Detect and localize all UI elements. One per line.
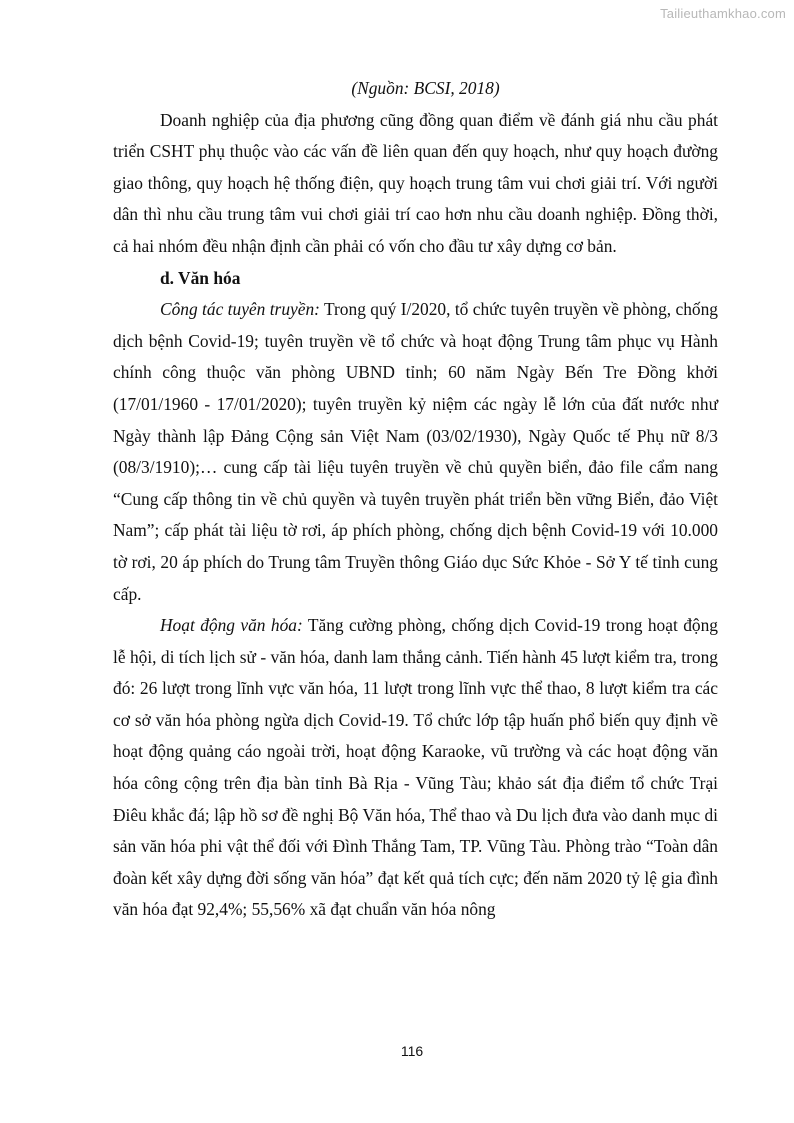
propaganda-text: Trong quý I/2020, tổ chức tuyên truyền về phòng, chống dịch bệnh Covid-19; tuyên truyền về tổ chức và hoạt động Trung tâm phục vụ Hành chính công thuộc văn phòng UBND tỉnh; 60 năm Ngày Bến Tre Đồng khởi (17/01/1960 - 17/01/2020); tuyên truyền kỷ niệm các ngày lễ lớn của đất nước như Ngày thành lập Đảng Cộng sản Việt Nam (03/02/1930), Ngày Quốc tế Phụ nữ 8/3 (08/3/1910);… cung cấp tài liệu tuyên truyền về chủ quyền biển, đảo file cẩm nang “Cung cấp thông tin về chủ quyền và tuyên truyền phát triển bền vững Biển, đảo Việt Nam”; cấp phát tài liệu tờ rơi, áp phích phòng, chống dịch bệnh Covid-19 với 10.000 tờ rơi, 20 áp phích do Trung tâm Truyền thông Giáo dục Sức Khỏe - Sở Y tế tỉnh cung cấp. — [113, 299, 718, 604]
paragraph-propaganda — [113, 294, 718, 610]
cultural-activities-lead-in: Hoạt động văn hóa: — [160, 615, 303, 636]
paragraph-infrastructure-needs: Doanh nghiệp của địa phương cũng đồng quan điểm về đánh giá nhu cầu phát triển CSHT phụ thuộc vào các vấn đề liên quan đến quy hoạch, như quy hoạch đường giao thông, quy hoạch hệ thống điện, quy hoạch trung tâm vui chơi giải trí. Với người dân thì nhu cầu trung tâm vui chơi giải trí cao hơn nhu cầu doanh nghiệp. Đồng thời, cả hai nhóm đều nhận định cần phải có vốn cho đầu tư xây dựng cơ bản. — [113, 109, 718, 256]
paragraph-cultural-activities — [113, 610, 718, 926]
propaganda-lead-in: Công tác tuyên truyền: — [160, 299, 320, 320]
section-heading-culture: d. Văn hóa — [160, 267, 241, 288]
page-body — [113, 73, 718, 926]
watermark: Tailieuthamkhao.com — [660, 6, 786, 21]
cultural-activities-text: Tăng cường phòng, chống dịch Covid-19 trong hoạt động lễ hội, di tích lịch sử - văn hóa, danh lam thắng cảnh. Tiến hành 45 lượt kiểm tra, trong đó: 26 lượt trong lĩnh vực văn hóa, 11 lượt trong lĩnh vực thể thao, 8 lượt kiểm tra các cơ sở văn hóa phòng ngừa dịch Covid-19. Tổ chức lớp tập huấn phổ biến quy định về hoạt động quảng cáo ngoài trời, hoạt động Karaoke, vũ trường và các hoạt động văn hóa công cộng trên địa bàn tỉnh Bà Rịa - Vũng Tàu; khảo sát địa điểm tổ chức Trại Điêu khắc đá; lập hồ sơ đề nghị Bộ Văn hóa, Thể thao và Du lịch đưa vào danh mục di sản văn hóa phi vật thể đối với Đình Thắng Tam, TP. Vũng Tàu. Phòng trào “Toàn dân đoàn kết xây dựng đời sống văn hóa” đạt kết quả tích cực; đến năm 2020 tỷ lệ gia đình văn hóa đạt 92,4%; 55,56% xã đạt chuẩn văn hóa nông — [113, 615, 718, 920]
source-caption: (Nguồn: BCSI, 2018) — [351, 78, 500, 98]
page-number: 116 — [400, 1043, 424, 1059]
